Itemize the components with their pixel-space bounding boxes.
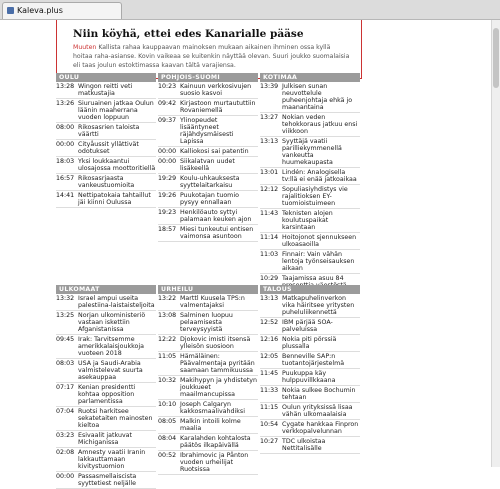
news-time: 10:54: [260, 421, 279, 428]
news-time: 13:27: [260, 114, 279, 121]
news-time: 13:26: [56, 100, 75, 107]
news-time: 11:43: [260, 210, 279, 217]
news-item[interactable]: [56, 174, 156, 191]
news-item[interactable]: [56, 407, 156, 431]
news-item[interactable]: [158, 116, 258, 147]
news-time: 08:00: [56, 124, 75, 131]
news-item[interactable]: [158, 157, 258, 174]
news-time: 11:15: [260, 404, 279, 411]
news-item[interactable]: [158, 352, 258, 376]
news-item[interactable]: [260, 168, 360, 185]
news-time: 19:26: [158, 192, 177, 199]
news-time: 13:39: [260, 83, 279, 90]
news-headline-link[interactable]: Henkilöauto syttyi palamaan keuken ajon: [180, 209, 252, 223]
news-column-kotimaa: [260, 73, 360, 291]
news-column-header[interactable]: URHEILU: [158, 285, 258, 294]
news-headline-link[interactable]: Julkisen sunan neuvottelule puheenjohtaja ehkä jo maanantaina: [282, 83, 353, 111]
news-time: 12:16: [260, 336, 279, 343]
news-headline-link[interactable]: Rikosasrjaasta vankeustuomioita: [78, 175, 135, 189]
browser-tab-bar: [0, 0, 500, 20]
news-headline-link[interactable]: Hämäläinen: Päävalmentaja pyritään saamaan tammikuussa: [180, 353, 255, 374]
news-item[interactable]: [158, 335, 258, 352]
news-time: 13:13: [260, 295, 279, 302]
news-time: 08:03: [56, 360, 75, 367]
news-time: 13:25: [56, 312, 75, 319]
news-item[interactable]: [56, 431, 156, 448]
news-item[interactable]: [158, 417, 258, 434]
news-headline-link[interactable]: Hoitojonot sjennukseen ulkoasaoilla: [282, 234, 357, 248]
site-favicon-icon: [7, 7, 14, 14]
news-headline-link[interactable]: Finnair: Vain vähän lentoja työnseisauksen aikaan: [282, 251, 355, 272]
news-item[interactable]: [158, 208, 258, 225]
news-headline-link[interactable]: Ruotsi harkitsee sekatetaiten mainosten kieltoa: [78, 408, 153, 429]
news-item[interactable]: [260, 386, 360, 403]
news-headline-link[interactable]: Cygate hankkaa Finpron verkkopalvelunnan: [282, 421, 359, 435]
news-item[interactable]: [158, 147, 258, 157]
news-headline-link[interactable]: Joseph Calgaryn kakkosmaalivahdiksi: [180, 401, 245, 415]
news-time: 09:42: [158, 100, 177, 107]
news-time: 10:27: [260, 438, 279, 445]
news-headline-link[interactable]: Siikalatvan uudet lisäkeellä: [180, 158, 235, 172]
news-headline-link[interactable]: Wingon reitti veti matkustajia: [78, 83, 133, 97]
news-headline-link[interactable]: Ylinopeudet lisääntyneet räjähdysmäisesti Lapissa: [180, 117, 234, 145]
news-item[interactable]: [260, 233, 360, 250]
news-headline-link[interactable]: Nokia sulkee Bochumin tehtaan: [282, 387, 356, 401]
news-headline-link[interactable]: Benneville SAP:n tuotantojärjestelmä: [282, 353, 345, 367]
scrollbar-thumb[interactable]: [493, 28, 499, 88]
featured-column-category: Muuten: [73, 44, 97, 51]
news-item[interactable]: [260, 294, 360, 318]
news-time: 10:32: [158, 377, 177, 384]
news-headline-link[interactable]: Puukuppa käy hulppuvillkkaana: [282, 370, 336, 384]
news-headline-link[interactable]: Rikosasrien taloista väärtti: [78, 124, 140, 138]
news-headline-link[interactable]: IBM pärjää SOA-palveluissa: [282, 319, 333, 333]
news-time: 16:57: [56, 175, 75, 182]
news-time: 07:04: [56, 408, 75, 415]
news-headline-link[interactable]: Ibrahimovic ja Pånton vuoden urheilijat Ruotsissa: [180, 452, 249, 473]
featured-column-title[interactable]: Niin köyhä, ettei edes Kanarialle pääse: [73, 28, 304, 40]
news-item[interactable]: [260, 352, 360, 369]
news-item[interactable]: [158, 294, 258, 311]
news-item[interactable]: [56, 191, 156, 208]
news-time: 11:05: [158, 353, 177, 360]
news-headline-link[interactable]: TDC ulkoistaa Nettitalisälle: [282, 438, 326, 452]
news-item[interactable]: [56, 99, 156, 123]
news-time: 13:08: [158, 312, 177, 319]
news-item[interactable]: [158, 451, 258, 475]
news-time: 08:04: [158, 435, 177, 442]
news-column-header[interactable]: POHJOIS-SUOMI: [158, 73, 258, 82]
news-time: 08:05: [158, 418, 177, 425]
news-item[interactable]: [158, 174, 258, 191]
news-column-oulu: [56, 73, 156, 208]
news-headline-link[interactable]: Matkapuhelinverkon vika häiritsee yritysten puheluliikennettä: [282, 295, 355, 316]
featured-column-text: [73, 43, 351, 70]
news-time: 12:05: [260, 353, 279, 360]
news-time: 09:45: [56, 336, 75, 343]
news-headline-link[interactable]: Koulu-uhkauksesta syyttelaitarkaisu: [180, 175, 240, 189]
news-item[interactable]: [260, 403, 360, 420]
news-time: 19:23: [158, 209, 177, 216]
featured-column-box: [56, 20, 362, 79]
news-column-pohjois-suomi: [158, 73, 258, 242]
news-item[interactable]: [158, 434, 258, 451]
news-column-header[interactable]: ULKOMAAT: [56, 285, 156, 294]
news-headline-link[interactable]: Oulun yrityksissä lisaa vähän ulkomaalaisia: [282, 404, 353, 418]
news-headline-link[interactable]: Lindén: Analogisella tv:llä ei enää jatkoaikaa: [282, 169, 357, 183]
news-headline-link[interactable]: Teknisten alojen koulutuspaikat karsintaan: [282, 210, 333, 231]
news-time: 00:00: [158, 158, 177, 165]
news-time: 12:52: [260, 319, 279, 326]
news-headline-link[interactable]: Miesi tunkeutui entisen vaimonsa asuntoon: [180, 226, 254, 240]
news-time: 03:23: [56, 432, 75, 439]
browser-tab-title: Kaleva.plus: [17, 6, 63, 15]
news-time: 10:23: [158, 83, 177, 90]
news-time: 13:28: [56, 83, 75, 90]
news-item[interactable]: [260, 437, 360, 454]
page-content: [0, 20, 491, 487]
news-item[interactable]: [158, 400, 258, 417]
news-time: 12:22: [158, 336, 177, 343]
news-item[interactable]: [56, 123, 156, 140]
news-time: 00:52: [158, 452, 177, 459]
news-time: 13:22: [158, 295, 177, 302]
news-time: 13:13: [260, 138, 279, 145]
news-time: 00:00: [158, 148, 177, 155]
news-item[interactable]: [56, 359, 156, 383]
news-headline-link[interactable]: Amnesty vaatii Iranin lakkauttamaan kivitystuomion: [78, 449, 146, 470]
news-headline-link[interactable]: Cityåussit yllättivät odotukset: [78, 141, 139, 155]
news-headline-link[interactable]: Sopuliasiyhdistys vie rajalitioksen EY-tuomioistuimeen: [282, 186, 348, 207]
news-headline-link[interactable]: Karalahden kohtalosta päätös ilkapäivällä: [180, 435, 251, 449]
news-column-talous: [260, 285, 360, 454]
news-item[interactable]: [260, 420, 360, 437]
news-item[interactable]: [56, 294, 156, 311]
news-time: 18:57: [158, 226, 177, 233]
news-time: 13:01: [260, 169, 279, 176]
news-time: 11:14: [260, 234, 279, 241]
news-time: 13:32: [56, 295, 75, 302]
news-time: 11:33: [260, 387, 279, 394]
news-time: 10:10: [158, 401, 177, 408]
news-time: 00:00: [56, 141, 75, 148]
news-item[interactable]: [260, 137, 360, 168]
news-headline-link[interactable]: Malkin intoili kolme maalia: [180, 418, 241, 432]
news-time: 00:00: [56, 473, 75, 480]
news-item[interactable]: [260, 250, 360, 274]
news-item[interactable]: [260, 369, 360, 386]
news-item[interactable]: [56, 82, 156, 99]
news-time: 14:41: [56, 192, 75, 199]
news-item[interactable]: [56, 140, 156, 157]
browser-tab[interactable]: [2, 2, 122, 19]
news-item[interactable]: [260, 318, 360, 335]
news-headline-link[interactable]: Kalliokosi sai patentin: [180, 148, 249, 155]
news-item[interactable]: [158, 225, 258, 242]
news-headline-link[interactable]: Kainuun verkkosivujen suosio kasvoi: [180, 83, 252, 97]
news-column-ulkomaat: [56, 285, 156, 489]
news-item[interactable]: [260, 209, 360, 233]
news-item[interactable]: [260, 185, 360, 209]
news-time: 02:08: [56, 449, 75, 456]
news-headline-link[interactable]: Esivaalit jatkuvat Michiganissa: [78, 432, 132, 446]
news-time: 11:03: [260, 251, 279, 258]
news-headline-link[interactable]: Puukotajan tuomio pysyy ennallaan: [180, 192, 239, 206]
news-headline-link[interactable]: Nokian veden tehokkoraus jatkuu ensi viikkoon: [282, 114, 358, 135]
news-item[interactable]: [56, 448, 156, 472]
news-item[interactable]: [260, 82, 360, 113]
news-item[interactable]: [56, 472, 156, 489]
news-item[interactable]: [158, 191, 258, 208]
news-headline-link[interactable]: Yksi loukkaantui ulosajossa moottoritiellä: [78, 158, 156, 172]
news-headline-link[interactable]: Siuruainen jatkaa Oulun läänin maaherrana vuoden loppuun: [78, 100, 154, 121]
news-item[interactable]: [260, 335, 360, 352]
news-headline-link[interactable]: Norjan ulkoministeriö vastaan iskettiin Afganistanissa: [78, 312, 146, 333]
news-headline-link[interactable]: Marttl Kuusela TPS:n valmentajaksi: [180, 295, 245, 309]
news-headline-link[interactable]: Kenian presidentti kohtaa opposition parlamentissa: [78, 384, 136, 405]
news-headline-link[interactable]: Nokia piti pörssiä plussalla: [282, 336, 337, 350]
news-time: 19:29: [158, 175, 177, 182]
news-item[interactable]: [56, 311, 156, 335]
news-headline-link[interactable]: Israel ampui useita palestiina-laistaisteljoita: [78, 295, 155, 309]
news-column-header[interactable]: TALOUS: [260, 285, 360, 294]
news-headline-link[interactable]: USA ja Saudi-Arabia valmistelevat suurta asekauppaa: [78, 360, 143, 381]
news-headline-link[interactable]: Nettipatokaia tahtaillut jäi kiinni Oulussa: [78, 192, 151, 206]
news-item[interactable]: [56, 157, 156, 174]
news-headline-link[interactable]: Makihypyn ja yhdistetyn joukkueet maailmancupissa: [180, 377, 258, 398]
news-item[interactable]: [260, 113, 360, 137]
news-headline-link[interactable]: Salminen luopuu pelaamisesta terveysyyistä: [180, 312, 233, 333]
news-column-header[interactable]: OULU: [56, 73, 156, 82]
news-item[interactable]: [158, 311, 258, 335]
news-time: 10:29: [260, 275, 279, 282]
news-time: 11:45: [260, 370, 279, 377]
news-item[interactable]: [158, 99, 258, 116]
news-headline-link[interactable]: Taajamissa asuu 84: [282, 275, 344, 282]
news-headline-link[interactable]: Passasmellaiscista syyttetiest neljälle: [78, 473, 137, 487]
news-item[interactable]: [158, 82, 258, 99]
news-column-urheilu: [158, 285, 258, 475]
news-time: 12:12: [260, 186, 279, 193]
news-item[interactable]: [56, 335, 156, 359]
vertical-scrollbar[interactable]: [491, 20, 500, 467]
news-column-header[interactable]: KOTIMAA: [260, 73, 360, 82]
news-headline-link[interactable]: Irak: Tarvitsemme amerikkalaisjoukkoja vuoteen 2018: [78, 336, 145, 357]
news-item[interactable]: [158, 376, 258, 400]
news-headline-link[interactable]: Syyttäjä vaatii parilliekymmenellä vankeutta huumekaupasta: [282, 138, 342, 166]
news-time: 18:03: [56, 158, 75, 165]
news-time: 09:37: [158, 117, 177, 124]
news-headline-link[interactable]: Kirjastoon murtaututtiin Rovaniemellä: [180, 100, 256, 114]
news-headline-link[interactable]: Djokovic imisti itsensä ylleisön suosioon: [180, 336, 251, 350]
news-item[interactable]: [56, 383, 156, 407]
news-time: 07:17: [56, 384, 75, 391]
featured-column-body: Kallista rahaa kauppaavan mainoksen mukaan aikainen ihminen ossa kyllä hoitaa raha-asianse. Kovin vaikeaa se kuitenkin näyttää olevan. Suuri joukko suomalaisia eli taas joulun estoktimassa kaavan tältä varajiensa.: [73, 44, 350, 69]
